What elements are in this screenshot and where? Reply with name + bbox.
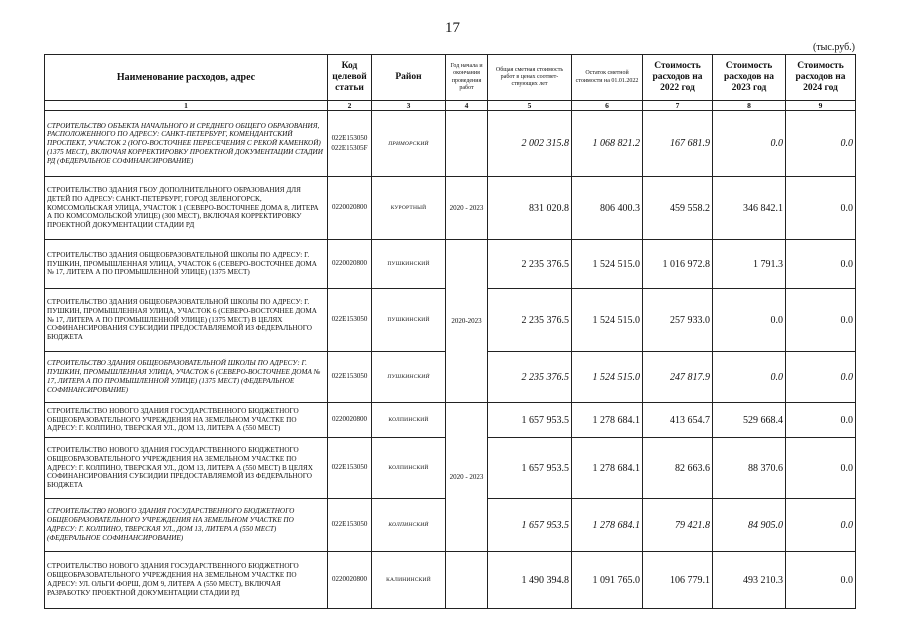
- cost-2022: 82 663.6: [643, 438, 713, 499]
- remaining-cost: 1 278 684.1: [572, 403, 643, 438]
- district: ПУШКИНСКИЙ: [372, 240, 446, 289]
- header-2024: Стоимость расходов на 2024 год: [786, 55, 856, 101]
- header-2022: Стоимость расходов на 2022 год: [643, 55, 713, 101]
- cost-2022: 106 779.1: [643, 552, 713, 609]
- target-code: 022E153050 022E15305F: [328, 111, 372, 177]
- column-number: 4: [446, 101, 488, 111]
- column-number: 6: [572, 101, 643, 111]
- total-cost: 1 657 953.5: [488, 499, 572, 552]
- district: ПУШКИНСКИЙ: [372, 289, 446, 352]
- period: [446, 111, 488, 177]
- column-number: 2: [328, 101, 372, 111]
- column-number: 3: [372, 101, 446, 111]
- district: КАЛИНИНСКИЙ: [372, 552, 446, 609]
- column-number: 7: [643, 101, 713, 111]
- expense-name: СТРОИТЕЛЬСТВО ЗДАНИЯ ОБЩЕОБРАЗОВАТЕЛЬНОЙ ШКОЛЫ ПО АДРЕСУ: Г. ПУШКИН, ПРОМЫШЛЕННАЯ УЛИЦА, УЧАСТОК 6 (СЕВЕРО-ВОСТОЧНЕЕ ДОМА № 17, ЛИТЕРА А ПО ПРОМЫШЛЕННОЙ УЛИЦЕ) (1375 МЕСТ) (ФЕДЕРАЛЬНОЕ СОФИНАНСИРОВАНИЕ): [45, 352, 328, 403]
- cost-2024: 0.0: [786, 403, 856, 438]
- target-code: 022E153050: [328, 352, 372, 403]
- total-cost: 2 235 376.5: [488, 240, 572, 289]
- cost-2022: 79 421.8: [643, 499, 713, 552]
- target-code: 0220020800: [328, 240, 372, 289]
- total-cost: 831 020.8: [488, 177, 572, 240]
- district: КУРОРТНЫЙ: [372, 177, 446, 240]
- target-code: 0220020800: [328, 177, 372, 240]
- remaining-cost: 1 278 684.1: [572, 438, 643, 499]
- total-cost: 1 657 953.5: [488, 403, 572, 438]
- cost-2022: 459 558.2: [643, 177, 713, 240]
- target-code: 0220020800: [328, 552, 372, 609]
- cost-2022: 167 681.9: [643, 111, 713, 177]
- cost-2023: 529 668.4: [713, 403, 786, 438]
- column-number: 9: [786, 101, 856, 111]
- expense-name: СТРОИТЕЛЬСТВО ЗДАНИЯ ГБОУ ДОПОЛНИТЕЛЬНОГО ОБРАЗОВАНИЯ ДЛЯ ДЕТЕЙ ПО АДРЕСУ: САНКТ-ПЕТЕРБУРГ, ГОРОД ЗЕЛЕНОГОРСК, КОМСОМОЛЬСКАЯ УЛИЦА, УЧАСТОК 1 (СЕВЕРО-ВОСТОЧНЕЕ ДОМА 8, ЛИТЕРА А ПО КОМСОМОЛЬСКОЙ УЛИЦЕ) (300 МЕСТ), ВКЛЮЧАЯ КОРРЕКТИРОВКУ ПРОЕКТНОЙ ДОКУМЕНТАЦИИ СТАДИИ РД: [45, 177, 328, 240]
- table-row: [45, 552, 856, 609]
- period: 2020 - 2023: [446, 177, 488, 240]
- table-row: [45, 111, 856, 177]
- column-number: 1: [45, 101, 328, 111]
- header-district: Район: [372, 55, 446, 101]
- header-period: Год начала и окончания проведения работ: [446, 55, 488, 101]
- district: ПУШКИНСКИЙ: [372, 352, 446, 403]
- district: КОЛПИНСКИЙ: [372, 403, 446, 438]
- remaining-cost: 806 400.3: [572, 177, 643, 240]
- table-row: [45, 403, 856, 438]
- cost-2023: 0.0: [713, 111, 786, 177]
- expense-name: СТРОИТЕЛЬСТВО ОБЪЕКТА НАЧАЛЬНОГО И СРЕДНЕГО ОБЩЕГО ОБРАЗОВАНИЯ, РАСПОЛОЖЕННОГО ПО АДРЕСУ: САНКТ-ПЕТЕРБУРГ, КОМЕНДАНТСКИЙ ПРОСПЕКТ, УЧАСТОК 2 (ЮГО-ВОСТОЧНЕЕ ПЕРЕСЕЧЕНИЯ С РЕКОЙ КАМЕНКОЙ) (1375 МЕСТ), ВКЛЮЧАЯ КОРРЕКТИРОВКУ ПРОЕКТНОЙ ДОКУМЕНТАЦИИ СТАДИИ РД (ФЕДЕРАЛЬНОЕ СОФИНАНСИРОВАНИЕ): [45, 111, 328, 177]
- cost-2024: 0.0: [786, 499, 856, 552]
- remaining-cost: 1 091 765.0: [572, 552, 643, 609]
- expense-name: СТРОИТЕЛЬСТВО ЗДАНИЯ ОБЩЕОБРАЗОВАТЕЛЬНОЙ ШКОЛЫ ПО АДРЕСУ: Г. ПУШКИН, ПРОМЫШЛЕННАЯ УЛИЦА, УЧАСТОК 6 (СЕВЕРО-ВОСТОЧНЕЕ ДОМА № 17, ЛИТЕРА А ПО ПРОМЫШЛЕННОЙ УЛИЦЕ) (1375 МЕСТ): [45, 240, 328, 289]
- total-cost: 2 235 376.5: [488, 352, 572, 403]
- table-row: [45, 177, 856, 240]
- cost-2024: 0.0: [786, 552, 856, 609]
- remaining-cost: 1 524 515.0: [572, 289, 643, 352]
- cost-2024: 0.0: [786, 240, 856, 289]
- total-cost: 2 002 315.8: [488, 111, 572, 177]
- column-number: 8: [713, 101, 786, 111]
- target-code: 022E153050: [328, 438, 372, 499]
- total-cost: 1 657 953.5: [488, 438, 572, 499]
- header-code: Код целевой статьи: [328, 55, 372, 101]
- cost-2023: 0.0: [713, 352, 786, 403]
- target-code: 022E153050: [328, 289, 372, 352]
- header-remaining: Остаток сметной стоимости на 01.01.2022: [572, 55, 643, 101]
- remaining-cost: 1 524 515.0: [572, 352, 643, 403]
- target-code: 0220020800: [328, 403, 372, 438]
- cost-2023: 346 842.1: [713, 177, 786, 240]
- period: [446, 552, 488, 609]
- header-name: Наименование расходов, адрес: [45, 55, 328, 101]
- cost-2024: 0.0: [786, 438, 856, 499]
- expense-name: СТРОИТЕЛЬСТВО НОВОГО ЗДАНИЯ ГОСУДАРСТВЕННОГО БЮДЖЕТНОГО ОБЩЕОБРАЗОВАТЕЛЬНОГО УЧРЕЖДЕНИЯ НА ЗЕМЕЛЬНОМ УЧАСТКЕ ПО АДРЕСУ: Г. КОЛПИНО, ТВЕРСКАЯ УЛ., ДОМ 13, ЛИТЕРА А (550 МЕСТ) В ЦЕЛЯХ СОФИНАНСИРОВАНИЯ СУБСИДИИ ПРЕДОСТАВЛЯЕМОЙ ИЗ ФЕДЕРАЛЬНОГО БЮДЖЕТА: [45, 438, 328, 499]
- total-cost: 2 235 376.5: [488, 289, 572, 352]
- cost-2024: 0.0: [786, 352, 856, 403]
- cost-2024: 0.0: [786, 289, 856, 352]
- remaining-cost: 1 524 515.0: [572, 240, 643, 289]
- cost-2023: 1 791.3: [713, 240, 786, 289]
- units-label: (тыс.руб.): [812, 42, 855, 53]
- remaining-cost: 1 278 684.1: [572, 499, 643, 552]
- cost-2024: 0.0: [786, 111, 856, 177]
- page-number: 17: [445, 20, 460, 36]
- expense-name: СТРОИТЕЛЬСТВО НОВОГО ЗДАНИЯ ГОСУДАРСТВЕННОГО БЮДЖЕТНОГО ОБЩЕОБРАЗОВАТЕЛЬНОГО УЧРЕЖДЕНИЯ НА ЗЕМЕЛЬНОМ УЧАСТКЕ ПО АДРЕСУ: УЛ. ОЛЬГИ ФОРШ, ДОМ 9, ЛИТЕРА А (550 МЕСТ), ВКЛЮЧАЯ РАЗРАБОТКУ ПРОЕКТНОЙ ДОКУМЕНТАЦИИ СТАДИИ РД: [45, 552, 328, 609]
- total-cost: 1 490 394.8: [488, 552, 572, 609]
- district: КОЛПИНСКИЙ: [372, 438, 446, 499]
- cost-2023: 493 210.3: [713, 552, 786, 609]
- cost-2022: 247 817.9: [643, 352, 713, 403]
- header-2023: Стоимость расходов на 2023 год: [713, 55, 786, 101]
- expense-name: СТРОИТЕЛЬСТВО НОВОГО ЗДАНИЯ ГОСУДАРСТВЕННОГО БЮДЖЕТНОГО ОБЩЕОБРАЗОВАТЕЛЬНОГО УЧРЕЖДЕНИЯ НА ЗЕМЕЛЬНОМ УЧАСТКЕ ПО АДРЕСУ: Г. КОЛПИНО, ТВЕРСКАЯ УЛ., ДОМ 13, ЛИТЕРА А (550 МЕСТ) (ФЕДЕРАЛЬНОЕ СОФИНАНСИРОВАНИЕ): [45, 499, 328, 552]
- budget-table: [44, 54, 856, 609]
- cost-2023: 88 370.6: [713, 438, 786, 499]
- cost-2023: 0.0: [713, 289, 786, 352]
- period-group: 2020-2023: [446, 240, 488, 403]
- expense-name: СТРОИТЕЛЬСТВО ЗДАНИЯ ОБЩЕОБРАЗОВАТЕЛЬНОЙ ШКОЛЫ ПО АДРЕСУ: Г. ПУШКИН, ПРОМЫШЛЕННАЯ УЛИЦА, УЧАСТОК 6 (СЕВЕРО-ВОСТОЧНЕЕ ДОМА № 17, ЛИТЕРА А ПО ПРОМЫШЛЕННОЙ УЛИЦЕ) (1375 МЕСТ) В ЦЕЛЯХ СОФИНАНСИРОВАНИЯ СУБСИДИИ ПРЕДОСТАВЛЯЕМОЙ ИЗ ФЕДЕРАЛЬНОГО БЮДЖЕТА: [45, 289, 328, 352]
- header-total-cost: Общая сметная стоимость работ в ценах соответ-ствующих лет: [488, 55, 572, 101]
- cost-2022: 1 016 972.8: [643, 240, 713, 289]
- expense-name: СТРОИТЕЛЬСТВО НОВОГО ЗДАНИЯ ГОСУДАРСТВЕННОГО БЮДЖЕТНОГО ОБЩЕОБРАЗОВАТЕЛЬНОГО УЧРЕЖДЕНИЯ НА ЗЕМЕЛЬНОМ УЧАСТКЕ ПО АДРЕСУ: Г. КОЛПИНО, ТВЕРСКАЯ УЛ., ДОМ 13, ЛИТЕРА А (550 МЕСТ): [45, 403, 328, 438]
- cost-2022: 257 933.0: [643, 289, 713, 352]
- cost-2022: 413 654.7: [643, 403, 713, 438]
- remaining-cost: 1 068 821.2: [572, 111, 643, 177]
- cost-2024: 0.0: [786, 177, 856, 240]
- table-row: [45, 240, 856, 289]
- column-number: 5: [488, 101, 572, 111]
- cost-2023: 84 905.0: [713, 499, 786, 552]
- target-code: 022E153050: [328, 499, 372, 552]
- district: ПРИМОРСКИЙ: [372, 111, 446, 177]
- district: КОЛПИНСКИЙ: [372, 499, 446, 552]
- period-group: 2020 - 2023: [446, 403, 488, 552]
